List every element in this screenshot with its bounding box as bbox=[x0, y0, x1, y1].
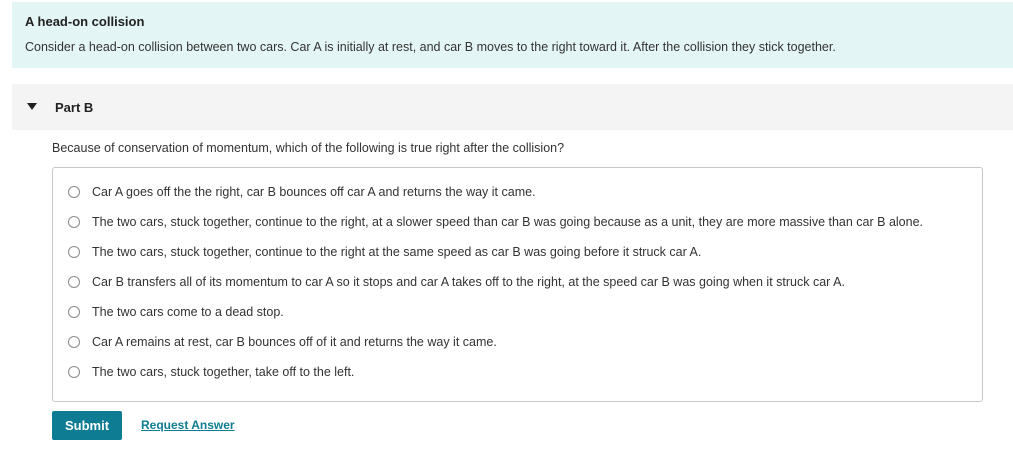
answer-option-label[interactable]: The two cars, stuck together, continue to the right, at a slower speed than car B was going because as a unit, they are more massive than car B alone. bbox=[92, 215, 924, 229]
answer-option[interactable] bbox=[53, 360, 982, 386]
answer-option-label[interactable]: Car B transfers all of its momentum to car A so it stops and car A takes off to the right, at the speed car B was going when it struck car A. bbox=[92, 275, 845, 289]
radio-button[interactable] bbox=[68, 306, 80, 318]
radio-button[interactable] bbox=[68, 246, 80, 258]
answer-option[interactable] bbox=[53, 300, 982, 326]
caret-down-icon[interactable] bbox=[27, 103, 37, 110]
radio-button[interactable] bbox=[68, 186, 80, 198]
request-answer-link[interactable]: Request Answer bbox=[141, 418, 235, 432]
answer-options bbox=[52, 167, 983, 402]
submit-button[interactable]: Submit bbox=[52, 411, 122, 440]
radio-button[interactable] bbox=[68, 336, 80, 348]
answer-option-label[interactable]: The two cars come to a dead stop. bbox=[92, 305, 284, 319]
answer-option-label[interactable]: The two cars, stuck together, continue to the right at the same speed as car B was going before it struck car A. bbox=[92, 245, 702, 259]
radio-button[interactable] bbox=[68, 216, 80, 228]
radio-button[interactable] bbox=[68, 366, 80, 378]
answer-option-label[interactable]: Car A remains at rest, car B bounces off of it and returns the way it came. bbox=[92, 335, 497, 349]
answer-option[interactable] bbox=[53, 210, 982, 236]
problem-title: A head-on collision bbox=[25, 14, 145, 29]
radio-button[interactable] bbox=[68, 276, 80, 288]
problem-description: Consider a head-on collision between two cars. Car A is initially at rest, and car B moves to the right toward it. After the collision they stick together. bbox=[25, 40, 836, 54]
answer-option[interactable] bbox=[53, 240, 982, 266]
part-label[interactable]: Part B bbox=[55, 100, 94, 115]
answer-option[interactable] bbox=[53, 330, 982, 356]
answer-option-label[interactable]: Car A goes off the the right, car B bounces off car A and returns the way it came. bbox=[92, 185, 536, 199]
answer-option-label[interactable]: The two cars, stuck together, take off to the left. bbox=[92, 365, 355, 379]
problem-intro bbox=[12, 2, 1013, 68]
part-header[interactable] bbox=[12, 84, 1013, 130]
answer-option[interactable] bbox=[53, 180, 982, 206]
question-text: Because of conservation of momentum, which of the following is true right after the collision? bbox=[52, 141, 565, 155]
answer-option[interactable] bbox=[53, 270, 982, 296]
